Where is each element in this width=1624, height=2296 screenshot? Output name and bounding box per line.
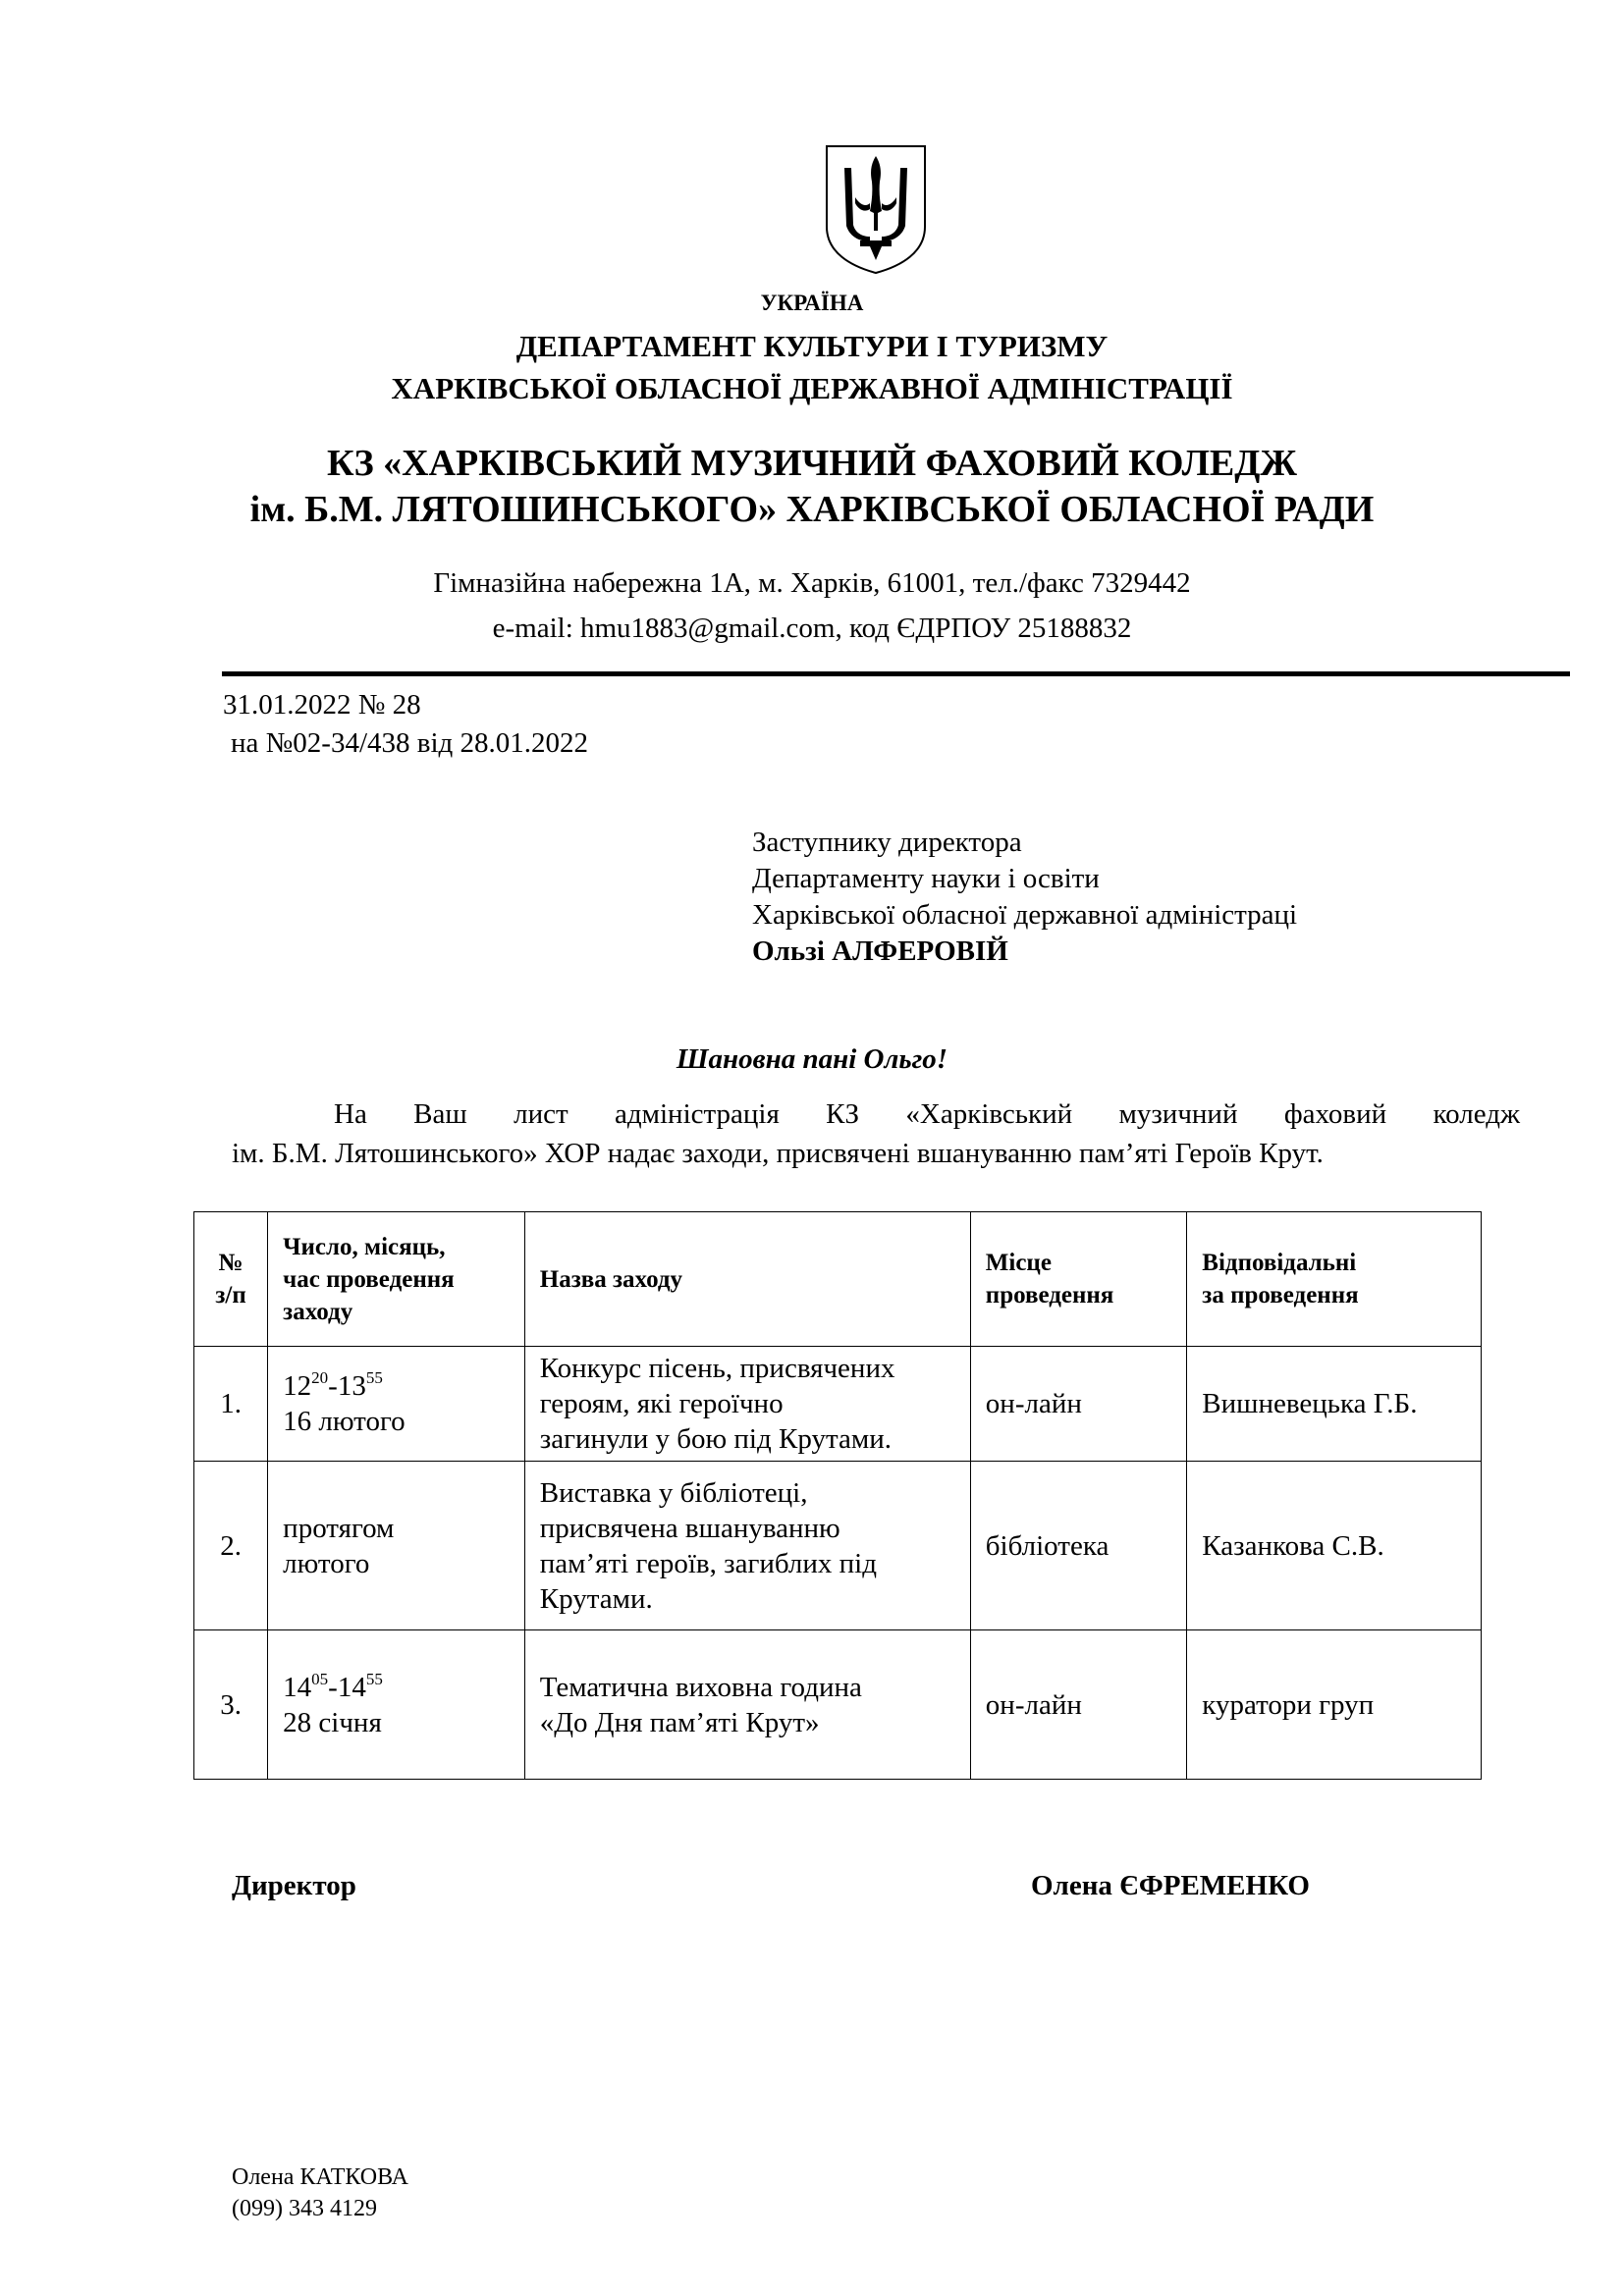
header-num: № з/п [194,1212,268,1347]
row-responsible: куратори груп [1187,1630,1482,1780]
row-place: он-лайн [970,1630,1187,1780]
row-date: $12^{20}-13^{55}$ 16 лютого [268,1347,525,1462]
addressee-line-1: Заступнику директора [752,827,1022,858]
row-date: $14^{05}-14^{55}$ 28 січня [268,1630,525,1780]
row-number: 1. [194,1347,268,1462]
department-line-2: ХАРКІВСЬКОЇ ОБЛАСНОЇ ДЕРЖАВНОЇ АДМІНІСТРАЦІЇ [391,371,1233,405]
header-event-name: Назва заходу [524,1212,970,1347]
institution-line-2: ім. Б.М. ЛЯТОШИНСЬКОГО» ХАРКІВСЬКОЇ ОБЛАСНОЇ РАДИ [249,489,1375,530]
incoming-reference: на №02-34/438 від 28.01.2022 [231,727,589,759]
executor-name: Олена КАТКОВА [232,2164,408,2190]
table-row [194,1630,1482,1780]
institution-line-1: КЗ «ХАРКІВСЬКИЙ МУЗИЧНИЙ ФАХОВИЙ КОЛЕДЖ [327,443,1297,484]
table-row [194,1462,1482,1630]
signature-title: Директор [232,1870,356,1901]
letter-body-line-2: ім. Б.М. Лятошинського» ХОР надає заходи, присвячені вшануванню пам’яті Героїв Крут. [232,1138,1324,1169]
executor-phone: (099) 343 4129 [232,2196,377,2221]
department-line-1: ДЕПАРТАМЕНТ КУЛЬТУРИ І ТУРИЗМУ [515,329,1109,363]
executor-contact [232,2162,408,2224]
header-date: Число, місяць, час проведення заходу [268,1212,525,1347]
events-table [193,1211,1482,1780]
row-responsible: Вишневецька Г.Б. [1187,1347,1482,1462]
row-place: бібліотека [970,1462,1187,1630]
addressee-line-3: Харківської обласної державної адміністраці [752,899,1298,931]
row-event-name: Конкурс пісень, присвячених героям, які героїчно загинули у бою під Крутами. [524,1347,970,1462]
row-time: $12^{20}-13^{55}$ [283,1368,383,1402]
header-place: Місце проведення [970,1212,1187,1347]
addressee-block [752,825,1297,970]
salutation: Шановна пані Ольго! [676,1043,948,1075]
row-place: он-лайн [970,1347,1187,1462]
address-line: Гімназійна набережна 1А, м. Харків, 61001, тел./факс 7329442 [433,567,1191,599]
table-header-row [194,1212,1482,1347]
outgoing-reference: 31.01.2022 № 28 [223,689,421,721]
addressee-line-2: Департаменту науки і освіти [752,863,1100,894]
row-date: протягом лютого [268,1462,525,1630]
table-row [194,1347,1482,1462]
addressee-name: Ользі АЛФЕРОВІЙ [752,935,1008,967]
row-time: $14^{05}-14^{55}$ [283,1669,383,1703]
country-heading: УКРАЇНА [760,291,864,315]
row-number: 3. [194,1630,268,1780]
letter-body-line-1: На Ваш лист адміністрація КЗ «Харківський музичний фаховий коледж [334,1098,1520,1130]
row-number: 2. [194,1462,268,1630]
row-event-name: Тематична виховна година «До Дня пам’яті Крут» [524,1630,970,1780]
row-event-name: Виставка у бібліотеці, присвячена вшануванню пам’яті героїв, загиблих під Крутами. [524,1462,970,1630]
row-responsible: Казанкова С.В. [1187,1462,1482,1630]
header-divider [222,671,1570,676]
email-line: e-mail: hmu1883@gmail.com, код ЄДРПОУ 25188832 [492,613,1132,644]
signature-name: Олена ЄФРЕМЕНКО [1031,1870,1310,1901]
letter-body [232,1095,1520,1173]
header-responsible: Відповідальні за проведення [1187,1212,1482,1347]
coat-of-arms-icon [823,142,929,276]
